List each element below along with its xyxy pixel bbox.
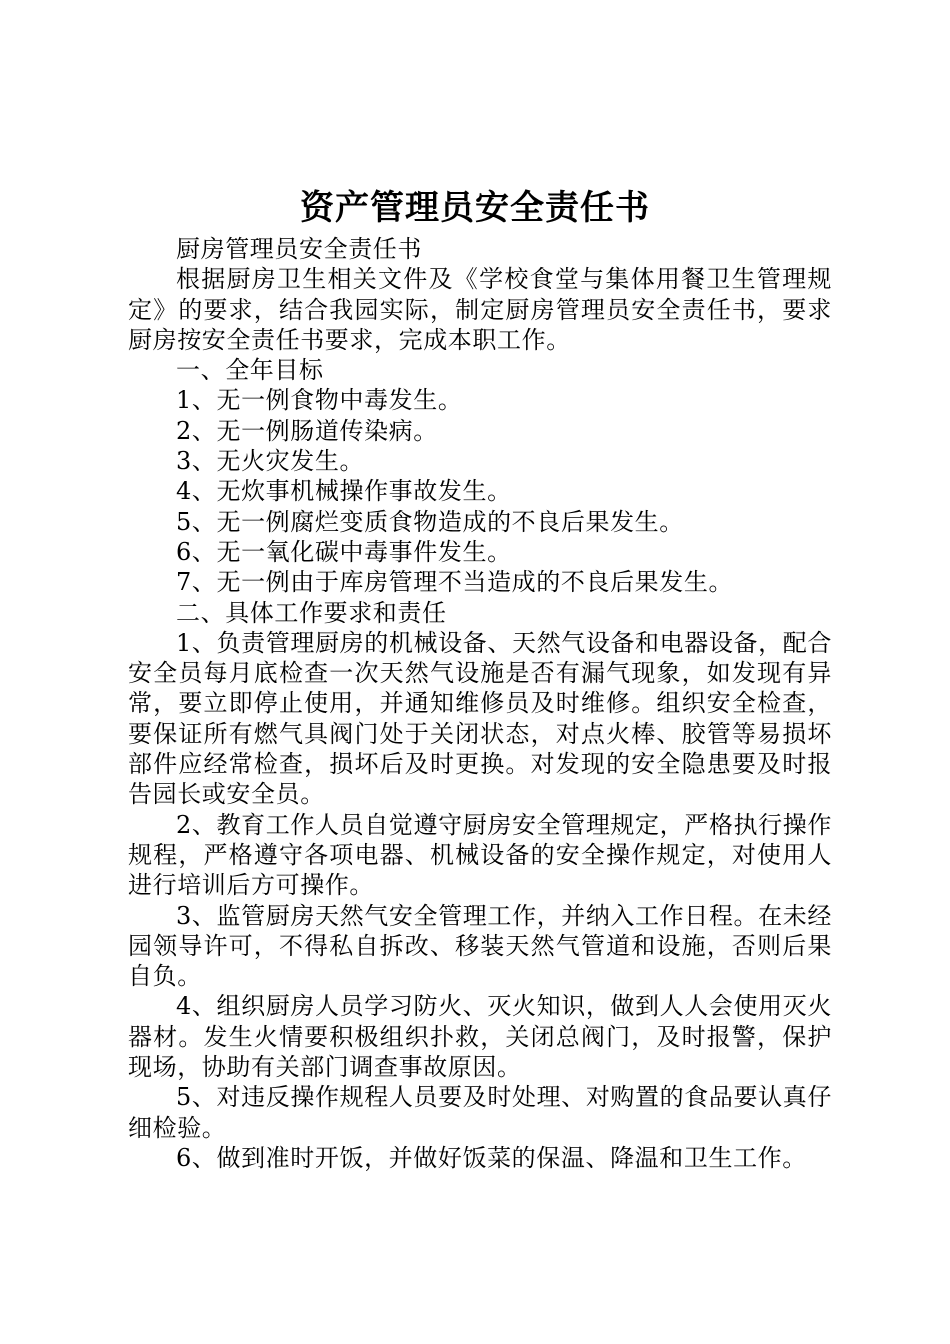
requirement-item: 3、监管厨房天然气安全管理工作，并纳入工作日程。在未经园领导许可，不得私自拆改、移装天然气管道和设施，否则后果自负。 xyxy=(128,901,832,991)
goal-item: 5、无一例腐烂变质食物造成的不良后果发生。 xyxy=(176,507,684,536)
requirement-item: 2、教育工作人员自觉遵守厨房安全管理规定，严格执行操作规程，严格遵守各项电器、机械设备的安全操作规定，对使用人进行培训后方可操作。 xyxy=(128,810,832,900)
requirement-item: 4、组织厨房人员学习防火、灭火知识，做到人人会使用灭火器材。发生火情要积极组织扑救，关闭总阀门，及时报警，保护现场，协助有关部门调查事故原因。 xyxy=(128,992,832,1082)
requirement-item: 1、负责管理厨房的机械设备、天然气设备和电器设备，配合安全员每月底检查一次天然气设施是否有漏气现象，如发现有异常，要立即停止使用，并通知维修员及时维修。组织安全检查，要保证所有燃气具阀门处于关闭状态，对点火棒、胶管等易损坏部件应经常检查，损坏后及时更换。对发现的安全隐患要及时报告园长或安全员。 xyxy=(128,628,832,809)
goal-item: 6、无一氧化碳中毒事件发生。 xyxy=(176,537,512,566)
paragraph-intro: 根据厨房卫生相关文件及《学校食堂与集体用餐卫生管理规定》的要求，结合我园实际，制定厨房管理员安全责任书，要求厨房按安全责任书要求，完成本职工作。 xyxy=(128,265,832,354)
requirement-item: 6、做到准时开饭，并做好饭菜的保温、降温和卫生工作。 xyxy=(176,1143,807,1172)
goal-item: 7、无一例由于库房管理不当造成的不良后果发生。 xyxy=(176,568,734,597)
goal-item: 4、无炊事机械操作事故发生。 xyxy=(176,477,512,506)
section-heading-goals: 一、全年目标 xyxy=(176,356,324,385)
document-body xyxy=(128,234,832,1173)
paragraph-subtitle: 厨房管理员安全责任书 xyxy=(176,235,422,263)
section-heading-requirements: 二、具体工作要求和责任 xyxy=(176,598,447,627)
document-title: 资产管理员安全责任书 xyxy=(300,188,650,228)
requirement-item: 5、对违反操作规程人员要及时处理、对购置的食品要认真仔细检验。 xyxy=(128,1083,832,1142)
goal-item: 2、无一例肠道传染病。 xyxy=(176,416,438,445)
goal-item: 1、无一例食物中毒发生。 xyxy=(176,386,463,415)
goal-item: 3、无火灾发生。 xyxy=(176,447,365,476)
